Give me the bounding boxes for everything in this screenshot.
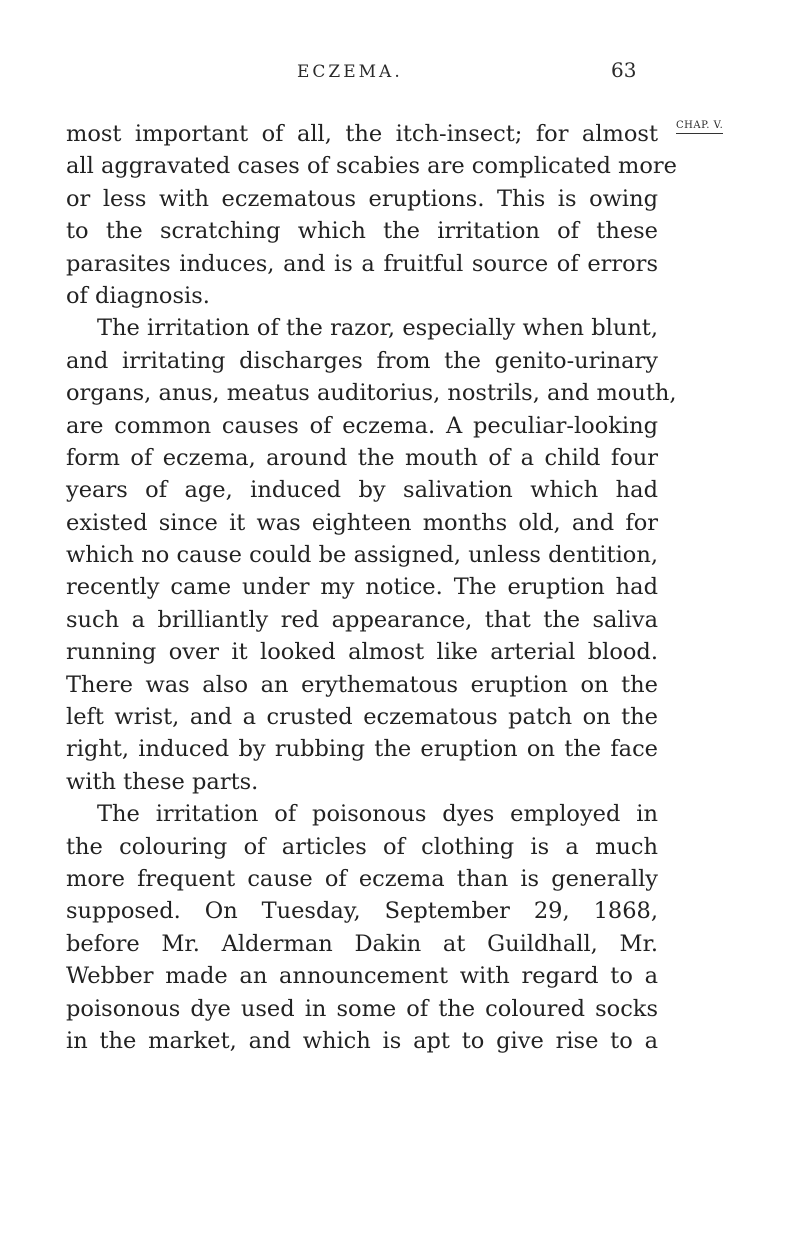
text-line: form of eczema, around the mouth of a child four [66, 444, 658, 471]
text-line: and irritating discharges from the genito-urinary [66, 347, 658, 374]
text-line: right, induced by rubbing the eruption on the face [66, 736, 658, 763]
text-line: the colouring of articles of clothing is a much [66, 833, 658, 860]
text-line: recently came under my notice. The eruption had [66, 574, 658, 601]
text-line: supposed. On Tuesday, September 29, 1868, [66, 898, 658, 925]
text-line: before Mr. Alderman Dakin at Guildhall, Mr. [66, 930, 658, 957]
page-number: 63 [611, 58, 637, 82]
text-line: such a brilliantly red appearance, that the saliva [66, 606, 658, 633]
text-line: to the scratching which the irritation of these [66, 218, 658, 245]
text-line: poisonous dye used in some of the coloured socks [66, 995, 658, 1022]
text-line: most important of all, the itch-insect; for almost [66, 121, 658, 147]
text-line: years of age, induced by salivation which had [66, 477, 658, 504]
running-title: ECZEMA. [297, 62, 403, 82]
paragraph-start-line: The irritation of the razor, especially when blunt, [97, 315, 658, 342]
text-line: which no cause could be assigned, unless dentition, [66, 542, 658, 569]
paragraph-start-line: The irritation of poisonous dyes employed in [97, 801, 658, 828]
chapter-margin-note: CHAP. V. [676, 120, 723, 134]
text-line: more frequent cause of eczema than is generally [66, 865, 658, 892]
text-line: running over it looked almost like arterial blood. [66, 639, 658, 666]
text-line: left wrist, and a crusted eczematous patch on the [66, 704, 658, 731]
text-line: are common causes of eczema. A peculiar-looking [66, 412, 658, 439]
text-line: of diagnosis. [66, 282, 210, 309]
text-line: There was also an erythematous eruption on the [66, 671, 658, 698]
text-line: existed since it was eighteen months old, and for [66, 509, 658, 536]
text-line: with these parts. [66, 768, 259, 795]
text-line: Webber made an announcement with regard to a [66, 963, 658, 990]
text-line: organs, anus, meatus auditorius, nostrils, and mouth, [66, 380, 677, 407]
text-line: all aggravated cases of scabies are complicated more [66, 153, 677, 180]
text-line: or less with eczematous eruptions. This is owing [66, 185, 658, 212]
body-text [66, 118, 677, 1057]
text-line: parasites induces, and is a fruitful source of errors [66, 250, 658, 277]
text-line: in the market, and which is apt to give rise to a [66, 1027, 658, 1054]
